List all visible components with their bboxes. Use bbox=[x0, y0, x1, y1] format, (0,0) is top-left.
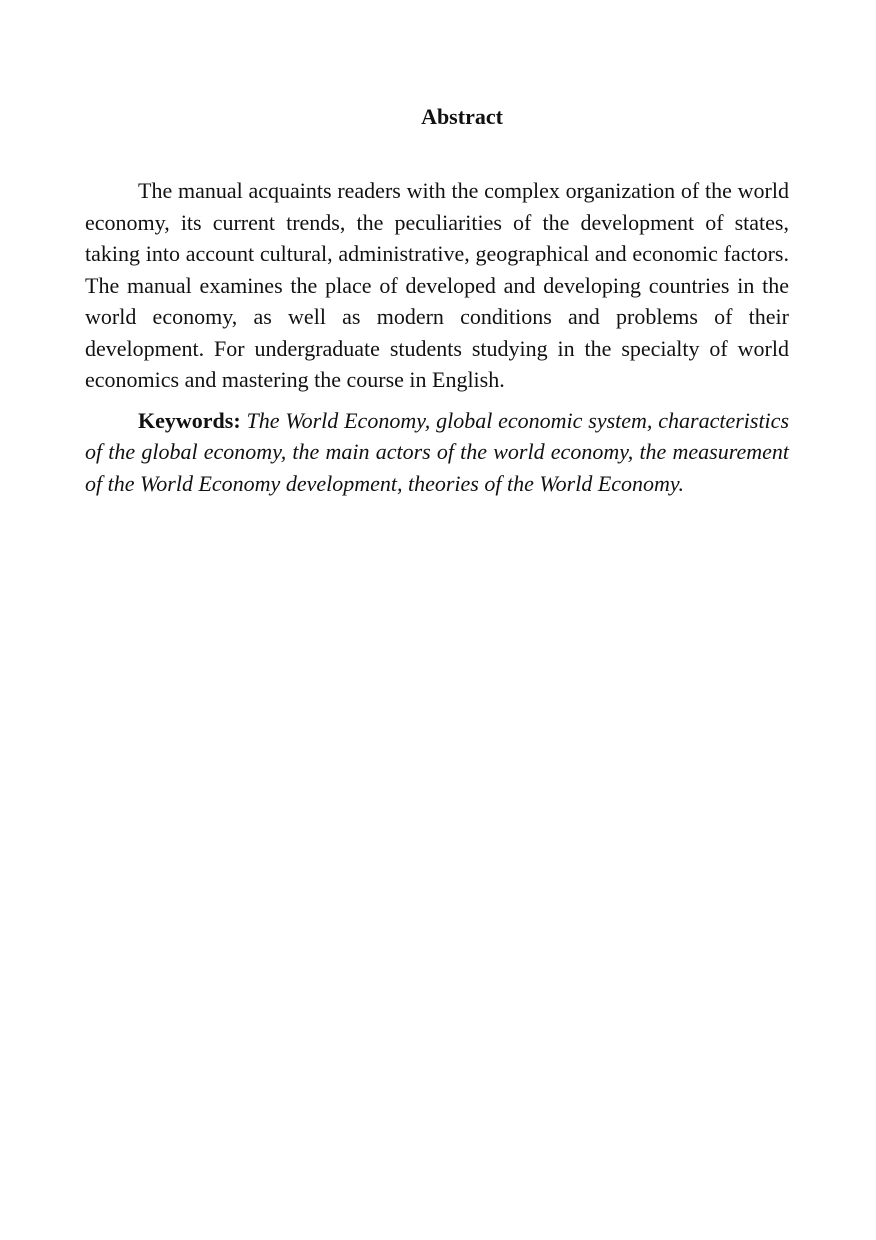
abstract-paragraph: The manual acquaints readers with the complex organization of the world economy, its current trends, the peculiarities of the development of states, taking into account cultural, administrative, geographical and economic factors. The manual examines the place of developed and developing countries in the world economy, as well as modern conditions and problems of their development. For undergraduate students studying in the specialty of world economics and mastering the course in English. bbox=[85, 178, 789, 392]
keywords-paragraph bbox=[85, 405, 789, 500]
page-content bbox=[85, 100, 789, 499]
page-title: Abstract bbox=[421, 104, 503, 129]
keywords-label: Keywords: bbox=[138, 407, 241, 433]
keywords-text: The World Economy, global economic system, characteristics of the global economy, the main actors of the world economy, the measurement of the World Economy development, theories of the World Economy. bbox=[85, 407, 789, 496]
